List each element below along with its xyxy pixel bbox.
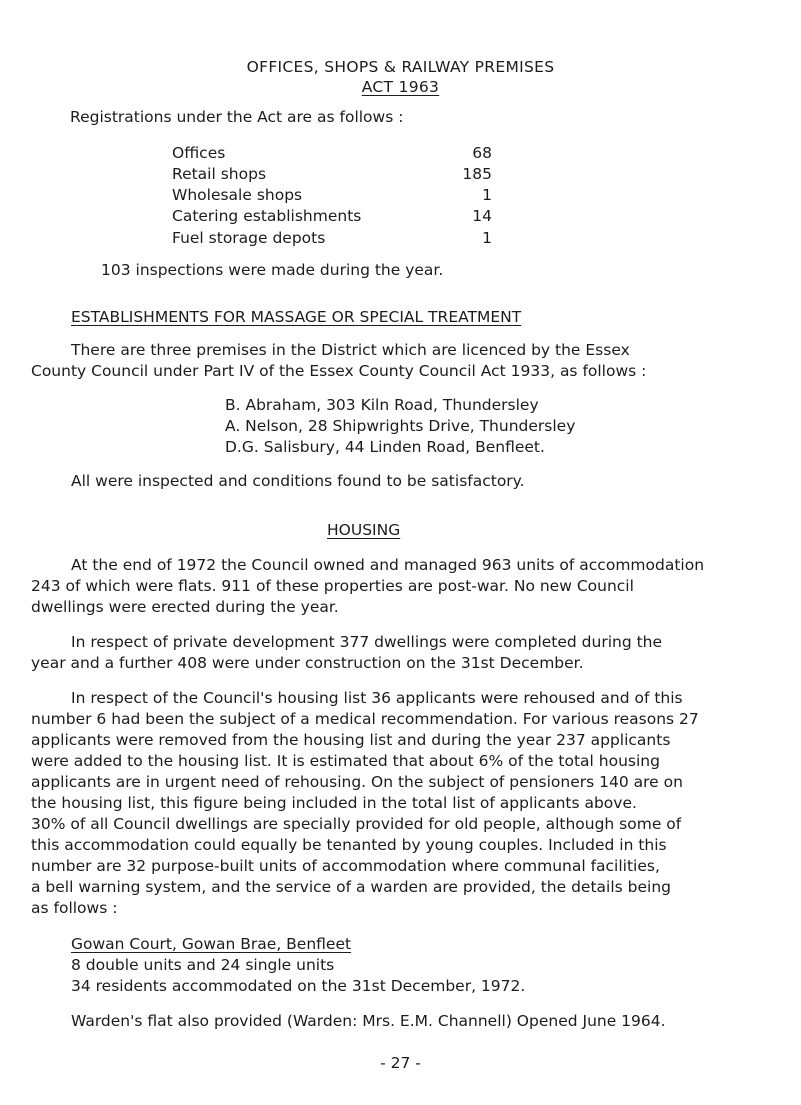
- housing-heading-text: HOUSING: [327, 521, 401, 539]
- act-year-label: ACT 1963: [361, 78, 440, 96]
- massage-para-line: County Council under Part IV of the Essex County Council Act 1933, as follows :: [31, 362, 647, 380]
- housing-para-line: applicants were removed from the housing list and during the year 237 applicants: [31, 731, 671, 749]
- housing-para-line: In respect of the Council's housing list 36 applicants were rehoused and of this: [71, 689, 683, 707]
- massage-heading-text: ESTABLISHMENTS FOR MASSAGE OR SPECIAL TREATMENT: [71, 308, 522, 326]
- registrations-intro: Registrations under the Act are as follows :: [70, 108, 404, 126]
- registration-label: Offices: [172, 144, 226, 162]
- housing-heading: [327, 520, 400, 540]
- registration-count: 1: [482, 229, 492, 247]
- housing-para-line: applicants are in urgent need of rehousing. On the subject of pensioners 140 are on: [31, 773, 683, 791]
- gowan-court-line: Warden's flat also provided (Warden: Mrs. E.M. Channell) Opened June 1964.: [71, 1012, 666, 1030]
- housing-para-line: number 6 had been the subject of a medical recommendation. For various reasons 27: [31, 710, 699, 728]
- page-number: - 27 -: [380, 1054, 421, 1072]
- gowan-court-line: 34 residents accommodated on the 31st December, 1972.: [71, 977, 526, 995]
- gowan-court-heading-text: Gowan Court, Gowan Brae, Benfleet: [71, 935, 352, 953]
- gowan-court-heading: [71, 934, 351, 954]
- premises-address: A. Nelson, 28 Shipwrights Drive, Thundersley: [225, 417, 576, 435]
- registration-count: 185: [462, 165, 492, 183]
- housing-para-line: In respect of private development 377 dwellings were completed during the: [71, 633, 663, 651]
- housing-para-line: this accommodation could equally be tenanted by young couples. Included in this: [31, 836, 667, 854]
- inspections-note: 103 inspections were made during the year.: [101, 261, 444, 279]
- massage-heading: [71, 307, 521, 327]
- housing-para-line: dwellings were erected during the year.: [31, 598, 339, 616]
- housing-para-line: a bell warning system, and the service of a warden are provided, the details being: [31, 878, 671, 896]
- section-heading-offices-shops: OFFICES, SHOPS & RAILWAY PREMISES: [246, 58, 555, 76]
- housing-para-line: At the end of 1972 the Council owned and managed 963 units of accommodation: [71, 556, 705, 574]
- housing-para-line: the housing list, this figure being included in the total list of applicants above.: [31, 794, 637, 812]
- massage-para-line: There are three premises in the District which are licenced by the Essex: [71, 341, 630, 359]
- premises-address: B. Abraham, 303 Kiln Road, Thundersley: [225, 396, 539, 414]
- housing-para-line: 30% of all Council dwellings are specially provided for old people, although some of: [31, 815, 682, 833]
- inspection-conclusion: All were inspected and conditions found to be satisfactory.: [71, 472, 525, 490]
- housing-para-line: year and a further 408 were under construction on the 31st December.: [31, 654, 584, 672]
- housing-para-line: number are 32 purpose-built units of accommodation where communal facilities,: [31, 857, 660, 875]
- registration-label: Fuel storage depots: [172, 229, 326, 247]
- gowan-court-line: 8 double units and 24 single units: [71, 956, 335, 974]
- housing-para-line: were added to the housing list. It is estimated that about 6% of the total housing: [31, 752, 660, 770]
- premises-address: D.G. Salisbury, 44 Linden Road, Benfleet.: [225, 438, 545, 456]
- registration-label: Retail shops: [172, 165, 267, 183]
- registration-count: 1: [482, 186, 492, 204]
- section-heading-act: [0, 77, 801, 97]
- housing-para-line: 243 of which were flats. 911 of these properties are post-war. No new Council: [31, 577, 634, 595]
- registration-count: 14: [472, 207, 492, 225]
- registration-count: 68: [472, 144, 492, 162]
- housing-para-line: as follows :: [31, 899, 118, 917]
- registration-label: Catering establishments: [172, 207, 362, 225]
- registration-label: Wholesale shops: [172, 186, 303, 204]
